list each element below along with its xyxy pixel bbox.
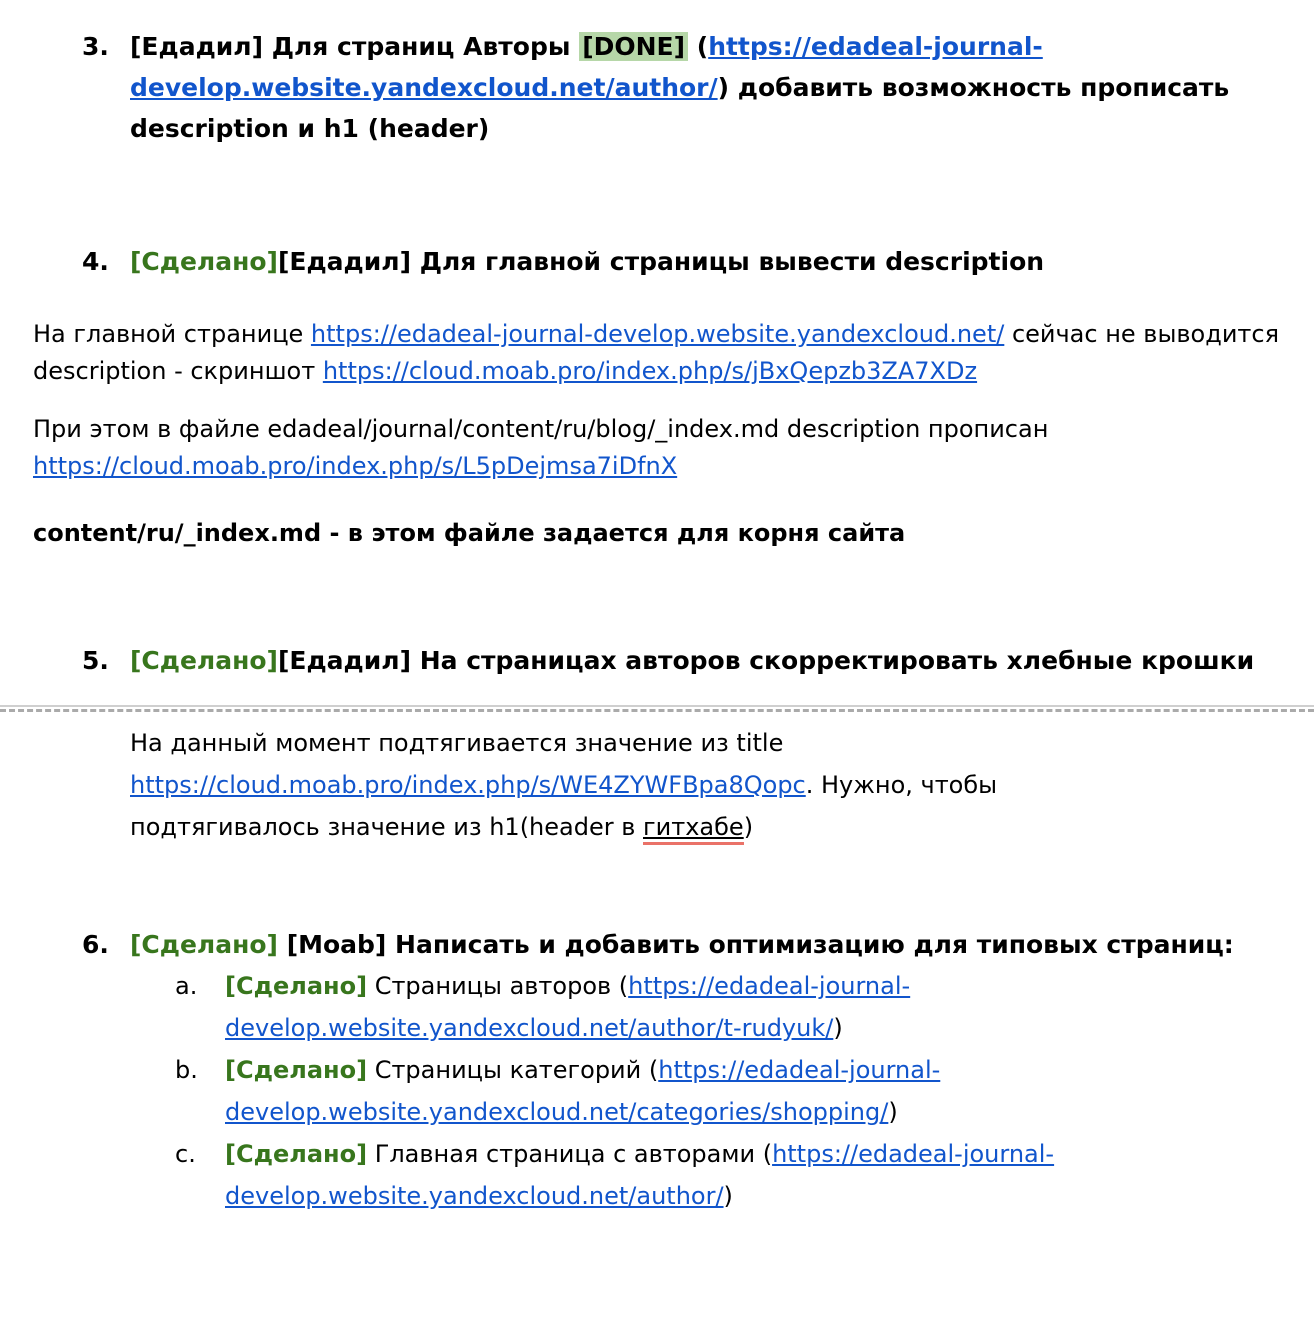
status-done-tag: [Сделано] xyxy=(130,646,278,675)
sub-item-a-paren-open: ( xyxy=(618,972,629,1000)
item3-paren-close: ) xyxy=(717,73,738,102)
sub-item-a-paren-close: ) xyxy=(833,1014,843,1042)
item4-title: [Едадил] Для главной страницы вывести description xyxy=(277,247,1045,276)
sub-item-a-text: Страницы авторов xyxy=(367,972,619,1000)
item3-title: [Едадил] Для страниц Авторы xyxy=(130,32,580,61)
categories-shopping-link[interactable]: https://edadeal-journal-develop.website.yandexcloud.net/categories/shopping/ xyxy=(225,1056,941,1126)
list-item-5-number: 5. xyxy=(82,646,109,675)
github-word-red-underline: гитхабе xyxy=(643,813,744,845)
paragraph-breadcrumbs-note xyxy=(130,722,1135,848)
p4-text-1: На данный момент подтягивается значение из title xyxy=(130,729,784,757)
sub-item-b-paren-open: ( xyxy=(648,1056,659,1084)
screenshot-link-1[interactable]: https://cloud.moab.pro/index.php/s/jBxQepzb3ZA7XDz xyxy=(322,357,978,385)
status-done-tag: [Сделано] xyxy=(130,930,278,959)
sub-item-c-content xyxy=(225,1133,1284,1217)
p1-text-2: сейчас не выводится description - скриншот xyxy=(33,320,1280,385)
status-done-tag: [Сделано] xyxy=(225,1056,368,1084)
p1-text-1: На главной странице xyxy=(33,320,311,348)
sub-item-c-text: Главная страница с авторами xyxy=(367,1140,763,1168)
list-item-3-content xyxy=(130,26,1280,149)
p3-text: content/ru/_index.md - в этом файле задается для корня сайта xyxy=(33,519,906,547)
sub-item-b-text: Страницы категорий xyxy=(367,1056,649,1084)
screenshot-link-2[interactable]: https://cloud.moab.pro/index.php/s/L5pDejmsa7iDfnX xyxy=(33,452,678,480)
paragraph-description-missing xyxy=(33,316,1280,390)
status-done-tag: [Сделано] xyxy=(130,247,278,276)
item3-task-text: добавить возможность прописать description и h1 (header) xyxy=(130,73,1230,143)
list-item-3 xyxy=(82,26,1280,149)
list-item-5-content xyxy=(130,640,1280,681)
paragraph-root-file-note xyxy=(33,515,1280,552)
sub-item-b xyxy=(175,1049,1284,1133)
p4-text-3: ) xyxy=(743,813,754,841)
list-item-6 xyxy=(82,924,1280,965)
sub-item-b-letter: b. xyxy=(175,1056,198,1084)
status-done-tag: [Сделано] xyxy=(225,972,368,1000)
sub-item-a xyxy=(175,965,1284,1049)
author-page-rudyuk-link[interactable]: https://edadeal-journal-develop.website.yandexcloud.net/author/t-rudyuk/ xyxy=(225,972,911,1042)
list-item-4-number: 4. xyxy=(82,247,109,276)
main-page-link[interactable]: https://edadeal-journal-develop.website.yandexcloud.net/ xyxy=(310,320,1005,348)
status-done-tag: [Сделано] xyxy=(225,1140,368,1168)
list-item-3-number: 3. xyxy=(82,32,109,61)
sub-item-b-content xyxy=(225,1049,1284,1133)
sub-item-c-paren-close: ) xyxy=(723,1182,733,1210)
list-item-4 xyxy=(82,241,1280,282)
list-item-6-number: 6. xyxy=(82,930,109,959)
main-author-page-link[interactable]: https://edadeal-journal-develop.website.yandexcloud.net/author/ xyxy=(225,1140,1055,1210)
sub-item-c-letter: c. xyxy=(175,1140,196,1168)
screenshot-link-3[interactable]: https://cloud.moab.pro/index.php/s/WE4ZYWFBpa8Qopc xyxy=(130,771,806,799)
sub-item-c-paren-open: ( xyxy=(762,1140,773,1168)
sub-item-c xyxy=(175,1133,1284,1217)
list-item-4-content xyxy=(130,241,1280,282)
list-item-6-content xyxy=(130,924,1280,965)
p4-text-2: . Нужно, чтобы подтягивалось значение из h1(header в xyxy=(130,771,998,841)
item3-paren-open: ( xyxy=(688,32,709,61)
done-badge: [DONE] xyxy=(579,32,688,61)
p2-text-1: При этом в файле edadeal/journal/content/ru/blog/_index.md description прописан xyxy=(33,415,1049,443)
sub-item-a-content xyxy=(225,965,1284,1049)
author-pages-link[interactable]: https://edadeal-journal-develop.website.yandexcloud.net/author/ xyxy=(130,32,1043,102)
item5-title: [Едадил] На страницах авторов скорректировать хлебные крошки xyxy=(277,646,1255,675)
sub-item-b-paren-close: ) xyxy=(888,1098,898,1126)
list-item-5 xyxy=(82,640,1280,681)
sub-item-a-letter: a. xyxy=(175,972,198,1000)
page-break-divider xyxy=(0,705,1314,712)
paragraph-index-md xyxy=(33,411,1280,485)
item6-title: [Moab] Написать и добавить оптимизацию для типовых страниц: xyxy=(277,930,1234,959)
